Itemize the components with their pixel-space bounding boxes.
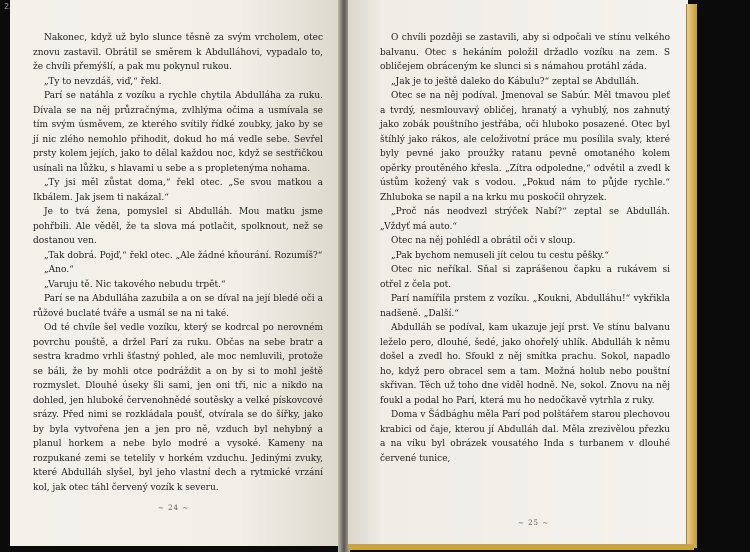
page-edges-right <box>686 4 697 548</box>
paragraph: Otec nic neříkal. Sňal si zaprášenou čapku a rukávem si otřel z čela pot. <box>380 265 670 290</box>
paragraph: „Jak je to ještě daleko do Kábulu?“ zeptal se Abdulláh. <box>391 76 640 87</box>
paragraph: „Ty jsi měl zůstat doma,“ řekl otec. „Se svou matkou a Ikbálem. Jak jsem ti nakázal.“ <box>33 178 323 203</box>
paragraph: „Ty to nevzdáš, viď,“ řekl. <box>44 76 162 87</box>
paragraph: Je to tvá žena, pomyslel si Abdulláh. Mou matku jsme pohřbili. Ale věděl, že ta slova má potlačit, spolknout, než se dostanou ven. <box>33 207 323 246</box>
right-page-number: ∼ 25 ∼ <box>518 519 550 527</box>
paragraph: Abdulláh se podíval, kam ukazuje její prst. Ve stínu balvanu leželo pero, dlouhé, šedé, jako ohořelý uhlík. Abdulláh k němu došel a zvedl ho. Sfoukl z něj smítka prachu. Sokol, napadlo ho, když pero obracel sem a tam. Možná holub nebo pouštní skřivan. Těch už toho dne viděl hodně. Ne, sokol. Znovu na něj foukl a podal ho Parí, která mu ho nedočkavě vytrhla z ruky. <box>380 323 670 406</box>
paragraph: „Proč nás neodvezl strýček Nabí?“ zeptal se Abdulláh. „Vždyť má auto.“ <box>380 207 670 232</box>
paragraph: Otec se na něj podíval. Jmenoval se Sabúr. Měl tmavou pleť a tvrdý, nesmlouvavý obličej, hranatý a vyhublý, nos zahnutý jako zobák pouštního jestřába, oči hluboko posazené. Otec byl štíhlý jako rákos, ale celoživotní práce mu posílila svaly, které byly pevné jako proužky ratanu pevně omotaného kolem opěrky proutěného křesla. „Zítra odpoledne,“ odvětil a zvedl k ústům kožený vak s vodou. „Pokud nám to půjde rychle.“ Zhluboka se napil a na krku mu poskočil ohryzek. <box>380 91 670 203</box>
corner-mark: 2 <box>4 2 10 11</box>
left-page-text <box>33 31 323 495</box>
paragraph: Od té chvíle šel vedle vozíku, který se kodrcal po nerovném povrchu pouště, a držel Parí za ruku. Občas na sebe bratr a sestra kradmo vrhli šťastný pohled, ale moc nemluvili, protože se báli, že by mohli otce podráždit a on by si to mohl ještě rozmyslet. Dlouhé úseky šli sami, jen oni tři, nic a nikdo na dohled, jen hluboké červenohnědé soutěsky a velké pískovcové srázy. Před nimi se rozkládala poušť, otvírala se do šířky, jako by byla vytvořena jen a jen pro ně, vzduch byl nehybný a planul horkem a nebe bylo modré a vysoké. Kameny na rozpukané zemi se tetelily v horkém vzduchu. Jedinými zvuky, které Abdulláh slyšel, byl jeho vlastní dech a rytmické vrzání kol, jak otec táhl červený vozík k severu. <box>33 323 323 493</box>
paragraph: „Pak bychom nemuseli jít celou tu cestu pěšky.“ <box>391 250 610 261</box>
paragraph: Parí se natáhla z vozíku a rychle chytila Abdulláha za ruku. Dívala se na něj průzračnýma, zvlhlýma očima a usmívala se tím svým úsměvem, ze kterého svítily řídké zoubky, jako by se jí nic zlého nemohlo přihodit, dokud ho má vedle sebe. Sevřel prsty kolem jejích, jako to dělal každou noc, když se sestřičkou usínali na lůžku, s hlavami u sebe a s propletenýma nohama. <box>33 91 323 174</box>
paragraph: Parí namířila prstem z vozíku. „Koukni, Abdulláhu!“ vykřikla nadšeně. „Další.“ <box>380 294 670 319</box>
right-page <box>348 0 688 548</box>
paragraph: Nakonec, když už bylo slunce těsně za svým vrcholem, otec znovu zastavil. Obrátil se směrem k Abdulláhovi, vypadalo to, že chvíli přemýšlí, a pak mu pokynul rukou. <box>33 33 323 72</box>
paragraph: Otec na něj pohlédl a obrátil oči v sloup. <box>391 236 576 246</box>
paragraph: Parí se na Abdulláha zazubila a on se díval na její bledé oči a růžové buclaté tváře a usmál se na ni také. <box>33 294 323 319</box>
paragraph: Doma v Šádbághu měla Parí pod polštářem starou plechovou krabici od čaje, kterou jí Abdulláh dal. Měla zrezivělou přezku a na víku byl obrázek vousatého Inda s turbanem v dlouhé červené tunice, <box>380 410 670 464</box>
paragraph: O chvíli později se zastavili, aby si odpočali ve stínu velkého balvanu. Otec s hekáním položil držadlo vozíku na zem. S obličejem obráceným ke slunci si s námahou protáhl záda. <box>380 33 670 72</box>
right-page-text <box>380 31 670 466</box>
left-page-number: ∼ 24 ∼ <box>158 504 190 512</box>
paragraph: „Tak dobrá. Pojď,“ řekl otec. „Ale žádné kňourání. Rozumíš?“ <box>44 250 323 261</box>
left-page <box>10 0 340 546</box>
paragraph: „Varuju tě. Nic takového nebudu trpět.“ <box>44 279 226 290</box>
page-edges-bottom <box>348 544 694 550</box>
paragraph: „Ano.“ <box>44 265 74 275</box>
